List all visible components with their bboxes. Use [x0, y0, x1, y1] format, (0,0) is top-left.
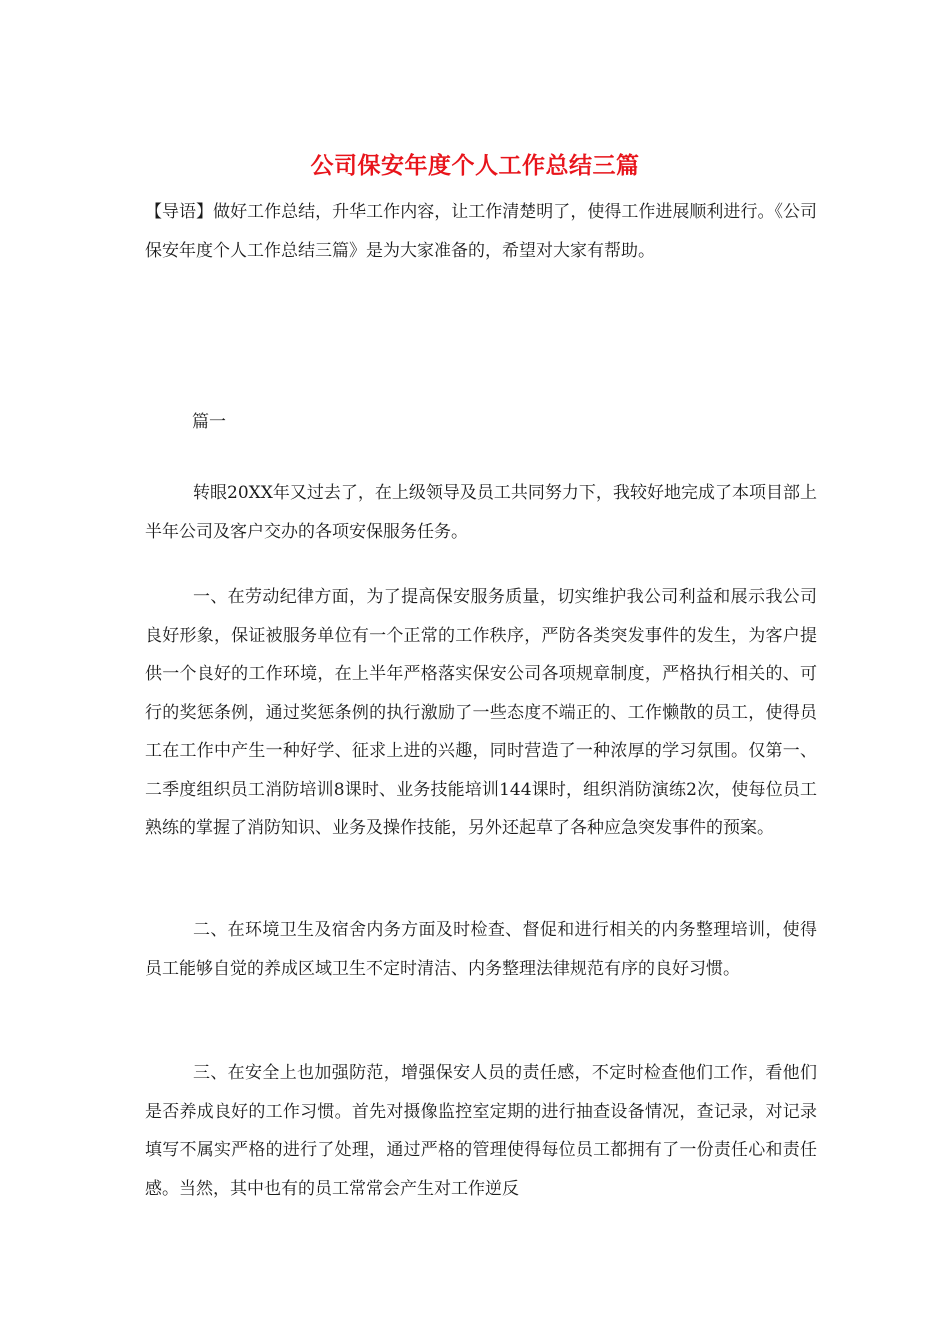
document-title: 公司保安年度个人工作总结三篇	[310, 152, 640, 179]
body-paragraph-4: 三、在安全上也加强防范，增强保安人员的责任感，不定时检查他们工作，看他们是否养成良好的工作习惯。首先对摄像监控室定期的进行抽查设备情况，查记录，对记录填写不属实严格的进行了处理，通过严格的管理使得每位员工都拥有了一份责任心和责任感。当然，其中也有的员工常常会产生对工作逆反	[145, 1063, 817, 1199]
section-heading: 篇一	[192, 412, 226, 432]
body-paragraph-1: 转眼20XX年又过去了，在上级领导及员工共同努力下，我较好地完成了本项目部上半年公司及客户交办的各项安保服务任务。	[145, 483, 817, 542]
body-paragraph-3: 二、在环境卫生及宿舍内务方面及时检查、督促和进行相关的内务整理培训，使得员工能够自觉的养成区域卫生不定时清洁、内务整理法律规范有序的良好习惯。	[145, 920, 817, 979]
intro-paragraph: 【导语】做好工作总结，升华工作内容，让工作清楚明了，使得工作进展顺利进行。《公司保安年度个人工作总结三篇》是为大家准备的，希望对大家有帮助。	[145, 202, 817, 261]
body-paragraph-2: 一、在劳动纪律方面，为了提高保安服务质量，切实维护我公司利益和展示我公司良好形象，保证被服务单位有一个正常的工作秩序，严防各类突发事件的发生，为客户提供一个良好的工作环境，在上半年严格落实保安公司各项规章制度，严格执行相关的、可行的奖惩条例，通过奖惩条例的执行激励了一些态度不端正的、工作懒散的员工，使得员工在工作中产生一种好学、征求上进的兴趣，同时营造了一种浓厚的学习氛围。仅第一、二季度组织员工消防培训8课时、业务技能培训144课时，组织消防演练2次，使每位员工熟练的掌握了消防知识、业务及操作技能，另外还起草了各种应急突发事件的预案。	[145, 587, 817, 838]
